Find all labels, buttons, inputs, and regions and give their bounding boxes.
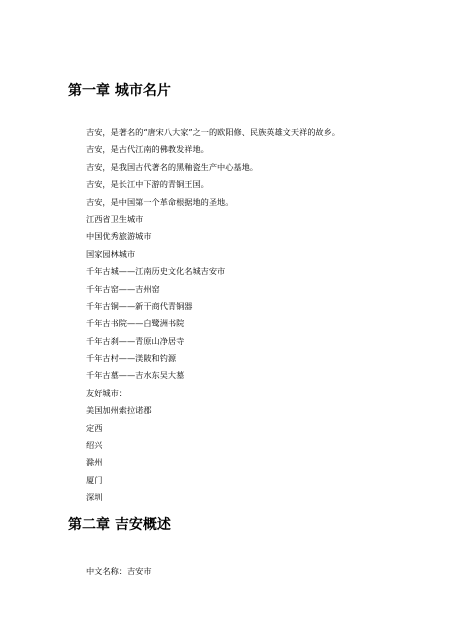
chapter-1-title: 第一章 城市名片 <box>68 83 171 99</box>
body-line: 千年古墓——吉水东吴大墓 <box>86 370 185 381</box>
body-line: 滁州 <box>86 457 103 468</box>
body-line: 吉安，是我国古代著名的黑釉瓷生产中心基地。 <box>86 161 258 172</box>
chapter-2-body <box>86 563 152 580</box>
body-line: 千年古窑——吉州窑 <box>86 283 160 294</box>
body-line: 吉安，是长江中下游的青铜王国。 <box>86 179 209 190</box>
body-line: 美国加州索拉诺郡 <box>86 405 152 416</box>
body-line: 吉安，是古代江南的佛教发祥地。 <box>86 144 209 155</box>
body-line: 吉安，是中国第一个革命根据地的圣地。 <box>86 196 234 207</box>
body-line: 友好城市： <box>86 387 127 398</box>
body-line: 千年古书院——白鹭洲书院 <box>86 318 185 329</box>
body-line: 吉安，是著名的“唐宋八大家”之一的欧阳修、民族英雄文天祥的故乡。 <box>86 127 340 137</box>
body-line: 深圳 <box>86 492 103 503</box>
body-line: 定西 <box>86 422 103 433</box>
body-line: 厦门 <box>86 474 103 485</box>
body-line: 中国优秀旅游城市 <box>86 231 152 242</box>
body-line: 中文名称：吉安市 <box>86 566 152 576</box>
body-line: 绍兴 <box>86 440 103 451</box>
body-line: 千年古城——江南历史文化名城吉安市 <box>86 266 226 277</box>
chapter-2-title: 第二章 吉安概述 <box>68 517 171 533</box>
body-line: 国家园林城市 <box>86 248 136 259</box>
body-line: 千年古刹——青原山净居寺 <box>86 335 185 346</box>
body-line: 千年古铜——新干商代青铜器 <box>86 300 193 311</box>
body-line: 千年古村——渼陂和钓源 <box>86 353 177 364</box>
chapter-1-body <box>86 124 340 507</box>
body-line: 江西省卫生城市 <box>86 213 144 224</box>
